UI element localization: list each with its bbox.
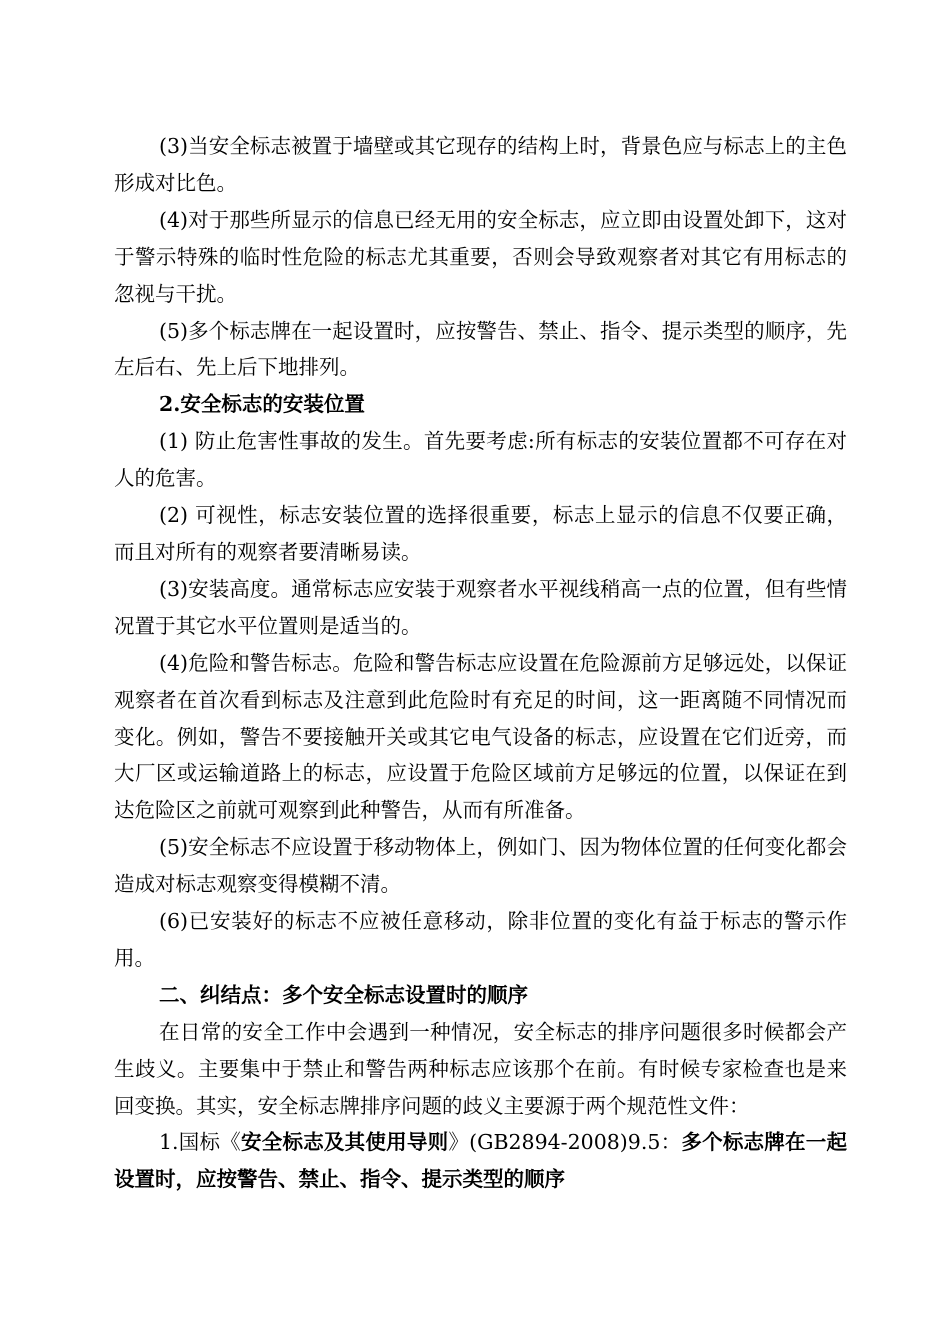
section-heading-sign-order: 二、纠结点：多个安全标志设置时的顺序 [159,982,528,1007]
section-heading-installation-position: 2.安全标志的安装位置 [159,392,365,417]
paragraph-visibility: (2) 可视性，标志安装位置的选择很重要，标志上显示的信息不仅要正确，而且对所有的观察者要清晰易读。 [114,503,847,564]
paragraph-no-arbitrary-moving: (6)已安装好的标志不应被任意移动，除非位置的变化有益于标志的警示作用。 [114,909,847,970]
paragraph-prevent-hazard: (1) 防止危害性事故的发生。首先要考虑:所有标志的安装位置都不可存在对人的危害。 [114,429,847,491]
standard-code: 》(GB2894-2008)9.5： [448,1130,682,1155]
paragraph-national-standard [114,1124,847,1198]
document-body [114,128,847,1198]
paragraph-no-moving-objects: (5)安全标志不应设置于移动物体上，例如门、因为物体位置的任何变化都会造成对标志观察变得模糊不清。 [114,835,847,897]
paragraph-background-contrast: (3)当安全标志被置于墙壁或其它现存的结构上时，背景色应与标志上的主色形成对比色。 [114,134,847,195]
paragraph-remove-obsolete-signs: (4)对于那些所显示的信息已经无用的安全标志，应立即由设置处卸下，这对于警示特殊的临时性危险的标志尤其重要，否则会导致观察者对其它有用标志的忽视与干扰。 [114,207,847,306]
standard-title: 安全标志及其使用导则 [241,1130,449,1155]
standard-rule: 多个标志牌在一起设置时，应按警告、禁止、指令、提示类型的顺序 [114,1130,847,1192]
paragraph-installation-height: (3)安装高度。通常标志应安装于观察者水平视线稍高一点的位置，但有些情况置于其它水平位置则是适当的。 [114,576,847,638]
paragraph-danger-warning-signs: (4)危险和警告标志。危险和警告标志应设置在危险源前方足够远处，以保证观察者在首次看到标志及注意到此危险时有充足的时间，这一距离随不同情况而变化。例如，警告不要接触开关或其它电气设备的标志，应设置在它们近旁，而大厂区或运输道路上的标志，应设置于危险区域前方足够远的位置，以保证在到达危险区之前就可观察到此种警告，从而有所准备。 [114,650,847,823]
standard-prefix: 1.国标《 [159,1130,241,1155]
paragraph-multiple-signs-order: (5)多个标志牌在一起设置时，应按警告、禁止、指令、提示类型的顺序，先左后右、先上后下地排列。 [114,318,847,380]
paragraph-ambiguity-intro: 在日常的安全工作中会遇到一种情况，安全标志的排序问题很多时候都会产生歧义。主要集中于禁止和警告两种标志应该那个在前。有时候专家检查也是来回变换。其实，安全标志牌排序问题的歧义主要源于两个规范性文件： [114,1019,847,1118]
